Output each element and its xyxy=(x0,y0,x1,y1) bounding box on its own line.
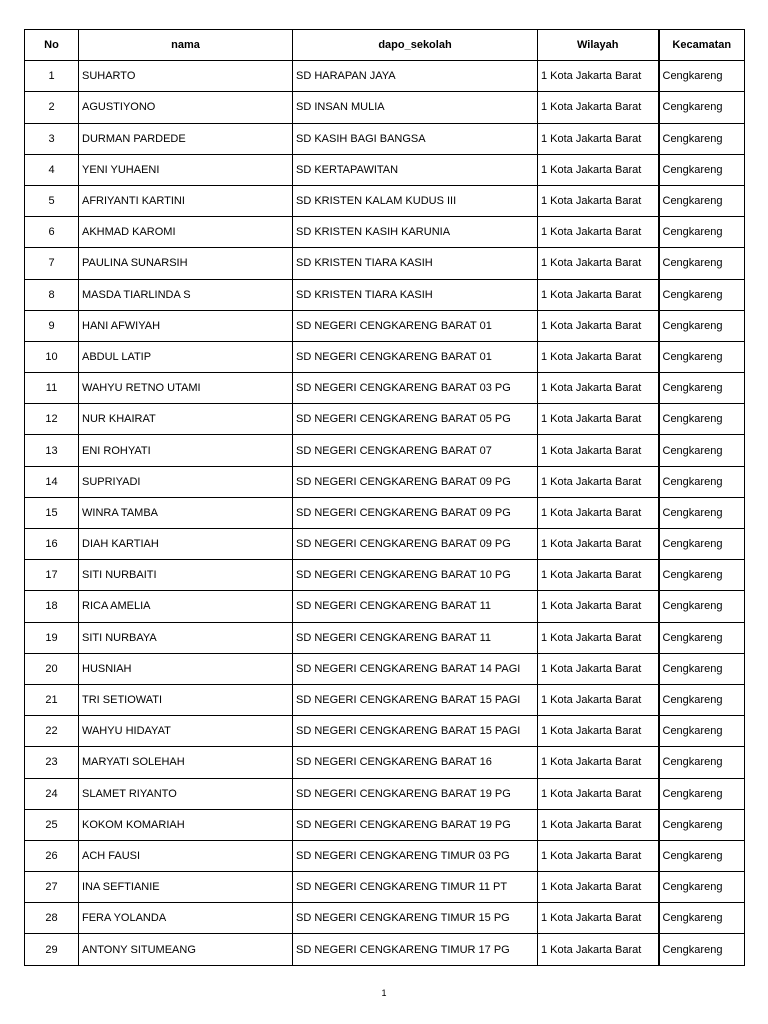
cell-no: 25 xyxy=(25,809,79,840)
cell-nama: HANI AFWIYAH xyxy=(79,310,293,341)
cell-wilayah: 1 Kota Jakarta Barat xyxy=(538,154,659,185)
cell-wilayah: 1 Kota Jakarta Barat xyxy=(538,310,659,341)
cell-wilayah: 1 Kota Jakarta Barat xyxy=(538,716,659,747)
table-row xyxy=(25,373,745,404)
cell-wilayah: 1 Kota Jakarta Barat xyxy=(538,123,659,154)
cell-wilayah: 1 Kota Jakarta Barat xyxy=(538,466,659,497)
cell-kecamatan: Cengkareng xyxy=(659,778,745,809)
cell-nama: SLAMET RIYANTO xyxy=(79,778,293,809)
table-row xyxy=(25,872,745,903)
cell-nama: MASDA TIARLINDA S xyxy=(79,279,293,310)
cell-nama: AGUSTIYONO xyxy=(79,92,293,123)
cell-no: 16 xyxy=(25,529,79,560)
cell-wilayah: 1 Kota Jakarta Barat xyxy=(538,185,659,216)
cell-kecamatan: Cengkareng xyxy=(659,341,745,372)
cell-nama: ACH FAUSI xyxy=(79,840,293,871)
cell-nama: SITI NURBAYA xyxy=(79,622,293,653)
cell-wilayah: 1 Kota Jakarta Barat xyxy=(538,61,659,92)
cell-wilayah: 1 Kota Jakarta Barat xyxy=(538,591,659,622)
cell-nama: RICA AMELIA xyxy=(79,591,293,622)
cell-kecamatan: Cengkareng xyxy=(659,61,745,92)
cell-dapo-sekolah: SD NEGERI CENGKARENG BARAT 01 xyxy=(293,341,538,372)
cell-nama: ANTONY SITUMEANG xyxy=(79,934,293,965)
cell-no: 3 xyxy=(25,123,79,154)
cell-wilayah: 1 Kota Jakarta Barat xyxy=(538,373,659,404)
cell-kecamatan: Cengkareng xyxy=(659,466,745,497)
cell-no: 18 xyxy=(25,591,79,622)
cell-no: 11 xyxy=(25,373,79,404)
table-row xyxy=(25,217,745,248)
cell-no: 6 xyxy=(25,217,79,248)
cell-wilayah: 1 Kota Jakarta Barat xyxy=(538,622,659,653)
cell-kecamatan: Cengkareng xyxy=(659,217,745,248)
cell-dapo-sekolah: SD NEGERI CENGKARENG BARAT 19 PG xyxy=(293,778,538,809)
header-wilayah: Wilayah xyxy=(538,30,659,61)
cell-kecamatan: Cengkareng xyxy=(659,684,745,715)
cell-no: 29 xyxy=(25,934,79,965)
cell-wilayah: 1 Kota Jakarta Barat xyxy=(538,840,659,871)
cell-dapo-sekolah: SD NEGERI CENGKARENG TIMUR 17 PG xyxy=(293,934,538,965)
cell-kecamatan: Cengkareng xyxy=(659,560,745,591)
cell-kecamatan: Cengkareng xyxy=(659,622,745,653)
cell-wilayah: 1 Kota Jakarta Barat xyxy=(538,872,659,903)
cell-nama: DURMAN PARDEDE xyxy=(79,123,293,154)
cell-kecamatan: Cengkareng xyxy=(659,529,745,560)
cell-dapo-sekolah: SD KASIH BAGI BANGSA xyxy=(293,123,538,154)
cell-no: 12 xyxy=(25,404,79,435)
table-row xyxy=(25,684,745,715)
cell-nama: WAHYU RETNO UTAMI xyxy=(79,373,293,404)
cell-nama: PAULINA SUNARSIH xyxy=(79,248,293,279)
table-row xyxy=(25,248,745,279)
cell-wilayah: 1 Kota Jakarta Barat xyxy=(538,653,659,684)
cell-no: 7 xyxy=(25,248,79,279)
table-row xyxy=(25,934,745,965)
table-row xyxy=(25,747,745,778)
header-row xyxy=(25,30,745,61)
table-row xyxy=(25,840,745,871)
table-row xyxy=(25,61,745,92)
table-row xyxy=(25,591,745,622)
cell-nama: NUR KHAIRAT xyxy=(79,404,293,435)
cell-dapo-sekolah: SD NEGERI CENGKARENG BARAT 09 PG xyxy=(293,529,538,560)
cell-dapo-sekolah: SD NEGERI CENGKARENG BARAT 10 PG xyxy=(293,560,538,591)
page-number: 1 xyxy=(381,988,387,998)
cell-no: 28 xyxy=(25,903,79,934)
table-row xyxy=(25,529,745,560)
cell-nama: DIAH KARTIAH xyxy=(79,529,293,560)
cell-kecamatan: Cengkareng xyxy=(659,497,745,528)
table-row xyxy=(25,435,745,466)
cell-nama: WAHYU HIDAYAT xyxy=(79,716,293,747)
table-row xyxy=(25,185,745,216)
cell-nama: WINRA TAMBA xyxy=(79,497,293,528)
cell-no: 4 xyxy=(25,154,79,185)
table-row xyxy=(25,622,745,653)
table-row xyxy=(25,560,745,591)
table-row xyxy=(25,154,745,185)
cell-wilayah: 1 Kota Jakarta Barat xyxy=(538,903,659,934)
table-row xyxy=(25,341,745,372)
cell-nama: MARYATI SOLEHAH xyxy=(79,747,293,778)
cell-dapo-sekolah: SD NEGERI CENGKARENG TIMUR 15 PG xyxy=(293,903,538,934)
cell-dapo-sekolah: SD NEGERI CENGKARENG BARAT 14 PAGI xyxy=(293,653,538,684)
cell-dapo-sekolah: SD NEGERI CENGKARENG BARAT 09 PG xyxy=(293,466,538,497)
cell-dapo-sekolah: SD NEGERI CENGKARENG BARAT 16 xyxy=(293,747,538,778)
cell-dapo-sekolah: SD NEGERI CENGKARENG BARAT 05 PG xyxy=(293,404,538,435)
cell-no: 14 xyxy=(25,466,79,497)
cell-nama: SUHARTO xyxy=(79,61,293,92)
cell-dapo-sekolah: SD KRISTEN TIARA KASIH xyxy=(293,279,538,310)
table-row xyxy=(25,653,745,684)
table-row xyxy=(25,778,745,809)
cell-no: 19 xyxy=(25,622,79,653)
cell-dapo-sekolah: SD NEGERI CENGKARENG BARAT 15 PAGI xyxy=(293,684,538,715)
cell-no: 10 xyxy=(25,341,79,372)
cell-nama: ENI ROHYATI xyxy=(79,435,293,466)
cell-wilayah: 1 Kota Jakarta Barat xyxy=(538,809,659,840)
cell-kecamatan: Cengkareng xyxy=(659,809,745,840)
cell-nama: FERA YOLANDA xyxy=(79,903,293,934)
cell-nama: TRI SETIOWATI xyxy=(79,684,293,715)
cell-wilayah: 1 Kota Jakarta Barat xyxy=(538,747,659,778)
cell-dapo-sekolah: SD KERTAPAWITAN xyxy=(293,154,538,185)
table-row xyxy=(25,310,745,341)
cell-no: 15 xyxy=(25,497,79,528)
cell-kecamatan: Cengkareng xyxy=(659,591,745,622)
cell-nama: INA SEFTIANIE xyxy=(79,872,293,903)
cell-nama: KOKOM KOMARIAH xyxy=(79,809,293,840)
cell-wilayah: 1 Kota Jakarta Barat xyxy=(538,934,659,965)
cell-wilayah: 1 Kota Jakarta Barat xyxy=(538,248,659,279)
header-dapo-sekolah: dapo_sekolah xyxy=(293,30,538,61)
cell-nama: YENI YUHAENI xyxy=(79,154,293,185)
cell-dapo-sekolah: SD KRISTEN TIARA KASIH xyxy=(293,248,538,279)
cell-dapo-sekolah: SD NEGERI CENGKARENG BARAT 11 xyxy=(293,591,538,622)
cell-dapo-sekolah: SD NEGERI CENGKARENG BARAT 11 xyxy=(293,622,538,653)
cell-no: 1 xyxy=(25,61,79,92)
cell-wilayah: 1 Kota Jakarta Barat xyxy=(538,684,659,715)
cell-dapo-sekolah: SD NEGERI CENGKARENG BARAT 01 xyxy=(293,310,538,341)
cell-wilayah: 1 Kota Jakarta Barat xyxy=(538,778,659,809)
cell-no: 26 xyxy=(25,840,79,871)
cell-dapo-sekolah: SD NEGERI CENGKARENG BARAT 07 xyxy=(293,435,538,466)
cell-dapo-sekolah: SD NEGERI CENGKARENG BARAT 03 PG xyxy=(293,373,538,404)
cell-kecamatan: Cengkareng xyxy=(659,310,745,341)
cell-dapo-sekolah: SD NEGERI CENGKARENG BARAT 15 PAGI xyxy=(293,716,538,747)
cell-wilayah: 1 Kota Jakarta Barat xyxy=(538,560,659,591)
cell-nama: ABDUL LATIP xyxy=(79,341,293,372)
cell-no: 8 xyxy=(25,279,79,310)
table-row xyxy=(25,466,745,497)
cell-nama: AFRIYANTI KARTINI xyxy=(79,185,293,216)
cell-kecamatan: Cengkareng xyxy=(659,248,745,279)
header-nama: nama xyxy=(79,30,293,61)
data-table xyxy=(24,29,745,966)
table-row xyxy=(25,809,745,840)
cell-kecamatan: Cengkareng xyxy=(659,123,745,154)
table-row xyxy=(25,123,745,154)
cell-no: 27 xyxy=(25,872,79,903)
header-no: No xyxy=(25,30,79,61)
cell-wilayah: 1 Kota Jakarta Barat xyxy=(538,435,659,466)
cell-dapo-sekolah: SD INSAN MULIA xyxy=(293,92,538,123)
cell-dapo-sekolah: SD NEGERI CENGKARENG TIMUR 03 PG xyxy=(293,840,538,871)
table-row xyxy=(25,279,745,310)
cell-kecamatan: Cengkareng xyxy=(659,747,745,778)
cell-kecamatan: Cengkareng xyxy=(659,185,745,216)
cell-dapo-sekolah: SD NEGERI CENGKARENG BARAT 09 PG xyxy=(293,497,538,528)
cell-dapo-sekolah: SD KRISTEN KASIH KARUNIA xyxy=(293,217,538,248)
cell-wilayah: 1 Kota Jakarta Barat xyxy=(538,217,659,248)
cell-dapo-sekolah: SD NEGERI CENGKARENG BARAT 19 PG xyxy=(293,809,538,840)
cell-no: 23 xyxy=(25,747,79,778)
cell-wilayah: 1 Kota Jakarta Barat xyxy=(538,279,659,310)
cell-wilayah: 1 Kota Jakarta Barat xyxy=(538,529,659,560)
cell-dapo-sekolah: SD KRISTEN KALAM KUDUS III xyxy=(293,185,538,216)
table-row xyxy=(25,716,745,747)
cell-no: 17 xyxy=(25,560,79,591)
cell-no: 21 xyxy=(25,684,79,715)
cell-wilayah: 1 Kota Jakarta Barat xyxy=(538,497,659,528)
cell-no: 22 xyxy=(25,716,79,747)
cell-kecamatan: Cengkareng xyxy=(659,653,745,684)
cell-no: 13 xyxy=(25,435,79,466)
cell-kecamatan: Cengkareng xyxy=(659,404,745,435)
cell-kecamatan: Cengkareng xyxy=(659,92,745,123)
table-row xyxy=(25,92,745,123)
table-row xyxy=(25,497,745,528)
cell-nama: AKHMAD KAROMI xyxy=(79,217,293,248)
cell-kecamatan: Cengkareng xyxy=(659,840,745,871)
cell-no: 5 xyxy=(25,185,79,216)
cell-kecamatan: Cengkareng xyxy=(659,373,745,404)
cell-nama: SUPRIYADI xyxy=(79,466,293,497)
cell-dapo-sekolah: SD NEGERI CENGKARENG TIMUR 11 PT xyxy=(293,872,538,903)
cell-no: 9 xyxy=(25,310,79,341)
cell-nama: HUSNIAH xyxy=(79,653,293,684)
cell-wilayah: 1 Kota Jakarta Barat xyxy=(538,341,659,372)
cell-dapo-sekolah: SD HARAPAN JAYA xyxy=(293,61,538,92)
cell-kecamatan: Cengkareng xyxy=(659,903,745,934)
cell-kecamatan: Cengkareng xyxy=(659,934,745,965)
cell-kecamatan: Cengkareng xyxy=(659,279,745,310)
cell-kecamatan: Cengkareng xyxy=(659,154,745,185)
cell-no: 24 xyxy=(25,778,79,809)
cell-nama: SITI NURBAITI xyxy=(79,560,293,591)
cell-kecamatan: Cengkareng xyxy=(659,716,745,747)
cell-no: 20 xyxy=(25,653,79,684)
header-kecamatan: Kecamatan xyxy=(659,30,745,61)
cell-wilayah: 1 Kota Jakarta Barat xyxy=(538,92,659,123)
cell-kecamatan: Cengkareng xyxy=(659,872,745,903)
cell-kecamatan: Cengkareng xyxy=(659,435,745,466)
cell-wilayah: 1 Kota Jakarta Barat xyxy=(538,404,659,435)
table-row xyxy=(25,903,745,934)
cell-no: 2 xyxy=(25,92,79,123)
table-row xyxy=(25,404,745,435)
